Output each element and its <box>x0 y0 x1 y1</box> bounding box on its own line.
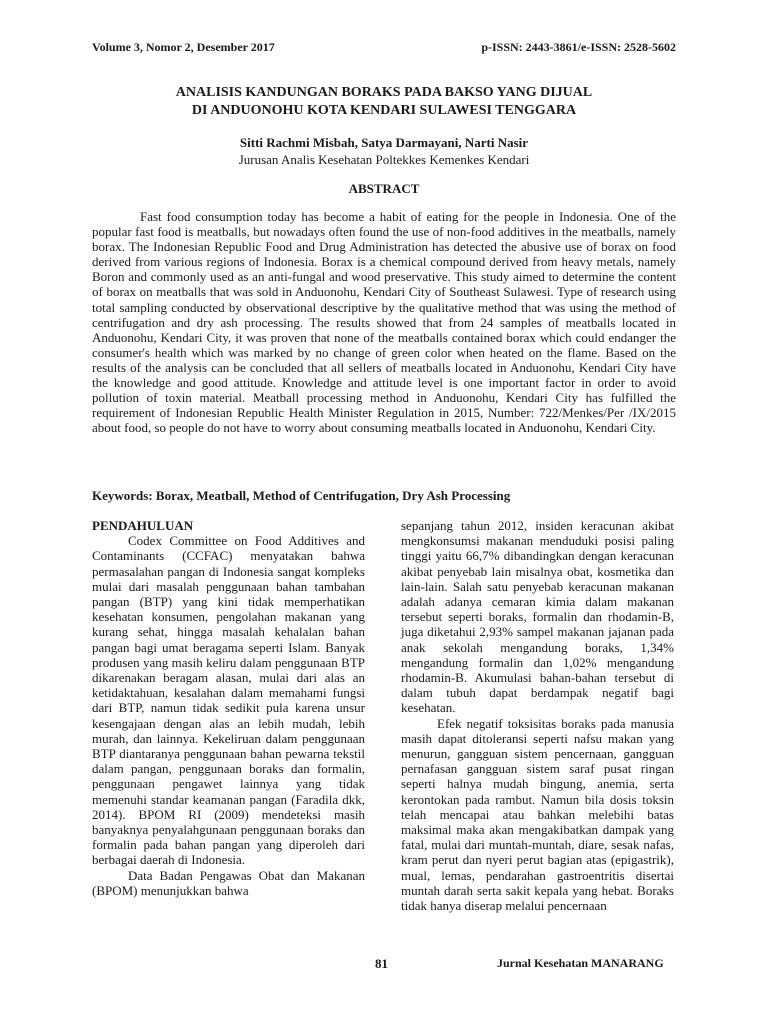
running-header-issn: p-ISSN: 2443-3861/e-ISSN: 2528-5602 <box>481 40 676 54</box>
affiliation: Jurusan Analis Kesehatan Poltekkes Kemenkes Kendari <box>238 152 530 167</box>
abstract-heading: ABSTRACT <box>348 181 420 196</box>
body-paragraph: Codex Committee on Food Additives and Contaminants (CCFAC) menyatakan bahwa permasalahan pangan di Indonesia sangat kompleks mulai dari masalah penggunaan bahan tambahan pangan (BTP) yang kini tidak memperhatikan kesehatan konsumen, pengolahan makanan yang kurang sehat, hingga masalah kehalalan bahan pangan bagi umat beragama seperti Islam. Banyak produsen yang masih keliru dalam penggunaan BTP dikarenakan beragam alasan, mulai dari alas an ketidaktahuan, kesalahan dalam memahami fungsi dari BTP, namun tidak sedikit pula karena unsur kesengajaan dengan alas an lebih mudah, lebih murah, dan lainnya. Kekeliruan dalam penggunaan BTP diantaranya penggunaan bahan pewarna tekstil dalam pangan, penggunaan boraks dan formalin, penggunaan pengawet lainnya yang tidak memenuhi standar keamanan pangan (Faradila dkk, 2014). BPOM RI (2009) mendeteksi masih banyaknya penyalahgunaan penggunaan boraks dan formalin pada bahan pangan yang diperoleh dari berbagai daerah di Indonesia. <box>92 533 365 868</box>
paper-title-line-1: ANALISIS KANDUNGAN BORAKS PADA BAKSO YANG DIJUAL <box>175 85 593 100</box>
paper-title-line-2: DI ANDUONOHU KOTA KENDARI SULAWESI TENGGARA <box>191 103 577 118</box>
author-list: Sitti Rachmi Misbah, Satya Darmayani, Narti Nasir <box>239 135 529 150</box>
section-heading-pendahuluan: PENDAHULUAN <box>92 518 194 533</box>
keywords: Keywords: Borax, Meatball, Method of Centrifugation, Dry Ash Processing <box>92 488 511 503</box>
running-header-volume: Volume 3, Nomor 2, Desember 2017 <box>92 40 275 54</box>
body-paragraph: Data Badan Pengawas Obat dan Makanan (BPOM) menunjukkan bahwa <box>92 867 365 898</box>
page-number: 81 <box>375 956 388 971</box>
body-column-right <box>401 518 674 913</box>
paper-title <box>92 84 676 120</box>
abstract-text: Fast food consumption today has become a habit of eating for the people in Indonesia. One of the popular fast food is meatballs, but nowadays often found the use of non-food additives in the meatballs, namely borax. The Indonesian Republic Food and Drug Administration has detected the abusive use of borax on food derived from various regions of Indonesia. Borax is a chemical compound derived from heavy metals, namely Boron and commonly used as an anti-fungal and wood preservative. This study aimed to determine the content of borax on meatballs that was sold in Anduonohu, Kendari City of Southeast Sulawesi. Type of research using total sampling conducted by observational descriptive by the qualitative method that was using the method of centrifugation and dry ash processing. The results showed that from 24 samples of meatballs located in Anduonohu, Kendari City, it was proven that none of the meatballs contained borax which could endanger the consumer's health which was marked by no change of green color when heated on the flame. Based on the results of the analysis can be concluded that all sellers of meatballs located in Anduonohu, Kendari City have the knowledge and good attitude. Knowledge and attitude level is one important factor in order to avoid pollution of toxin material. Meatball processing method in Anduonohu, Kendari City has fulfilled the requirement of Indonesian Republic Health Minister Regulation in 2015, Number: 722/Menkes/Per /IX/2015 about food, so people do not have to worry about consuming meatballs located in Anduonohu, Kendari City. <box>92 209 676 436</box>
body-column-left <box>92 518 365 898</box>
body-paragraph: sepanjang tahun 2012, insiden keracunan akibat mengkonsumsi makanan menduduki posisi paling tinggi yaitu 66,7% dibandingkan dengan keracunan akibat penyebab lain misalnya obat, kosmetika dan lain-lain. Salah satu penyebab keracunan makanan adalah adanya cemaran kimia dalam makanan tersebut seperti boraks, formalin dan rhodamin-B, juga diketahui 2,93% sampel makanan jajanan pada anak sekolah mengandung boraks, 1,34% mengandung formalin dan 1,02% mengandung rhodamin-B. Akumulasi bahan-bahan tersebut di dalam tubuh dapat berdampak negatif bagi kesehatan. <box>401 518 674 716</box>
journal-name: Jurnal Kesehatan MANARANG <box>497 956 664 970</box>
body-paragraph: Efek negatif toksisitas boraks pada manusia masih dapat ditoleransi seperti nafsu makan yang menurun, gangguan sistem pencernaan, gangguan pernafasan gangguan sistem saraf pusat ringan seperti halnya mudah bingung, anemia, serta kerontokan pada rambut. Namun bila dosis toksin telah mencapai atau bahkan melebihi batas maksimal maka akan mengakibatkan dampak yang fatal, mulai dari muntah-muntah, diare, sesak nafas, kram perut dan nyeri perut bagian atas (epigastrik), mual, lemas, pendarahan gastroentritis disertai muntah darah serta sakit kepala yang hebat. Boraks tidak hanya diserap melalui pencernaan <box>401 715 674 914</box>
